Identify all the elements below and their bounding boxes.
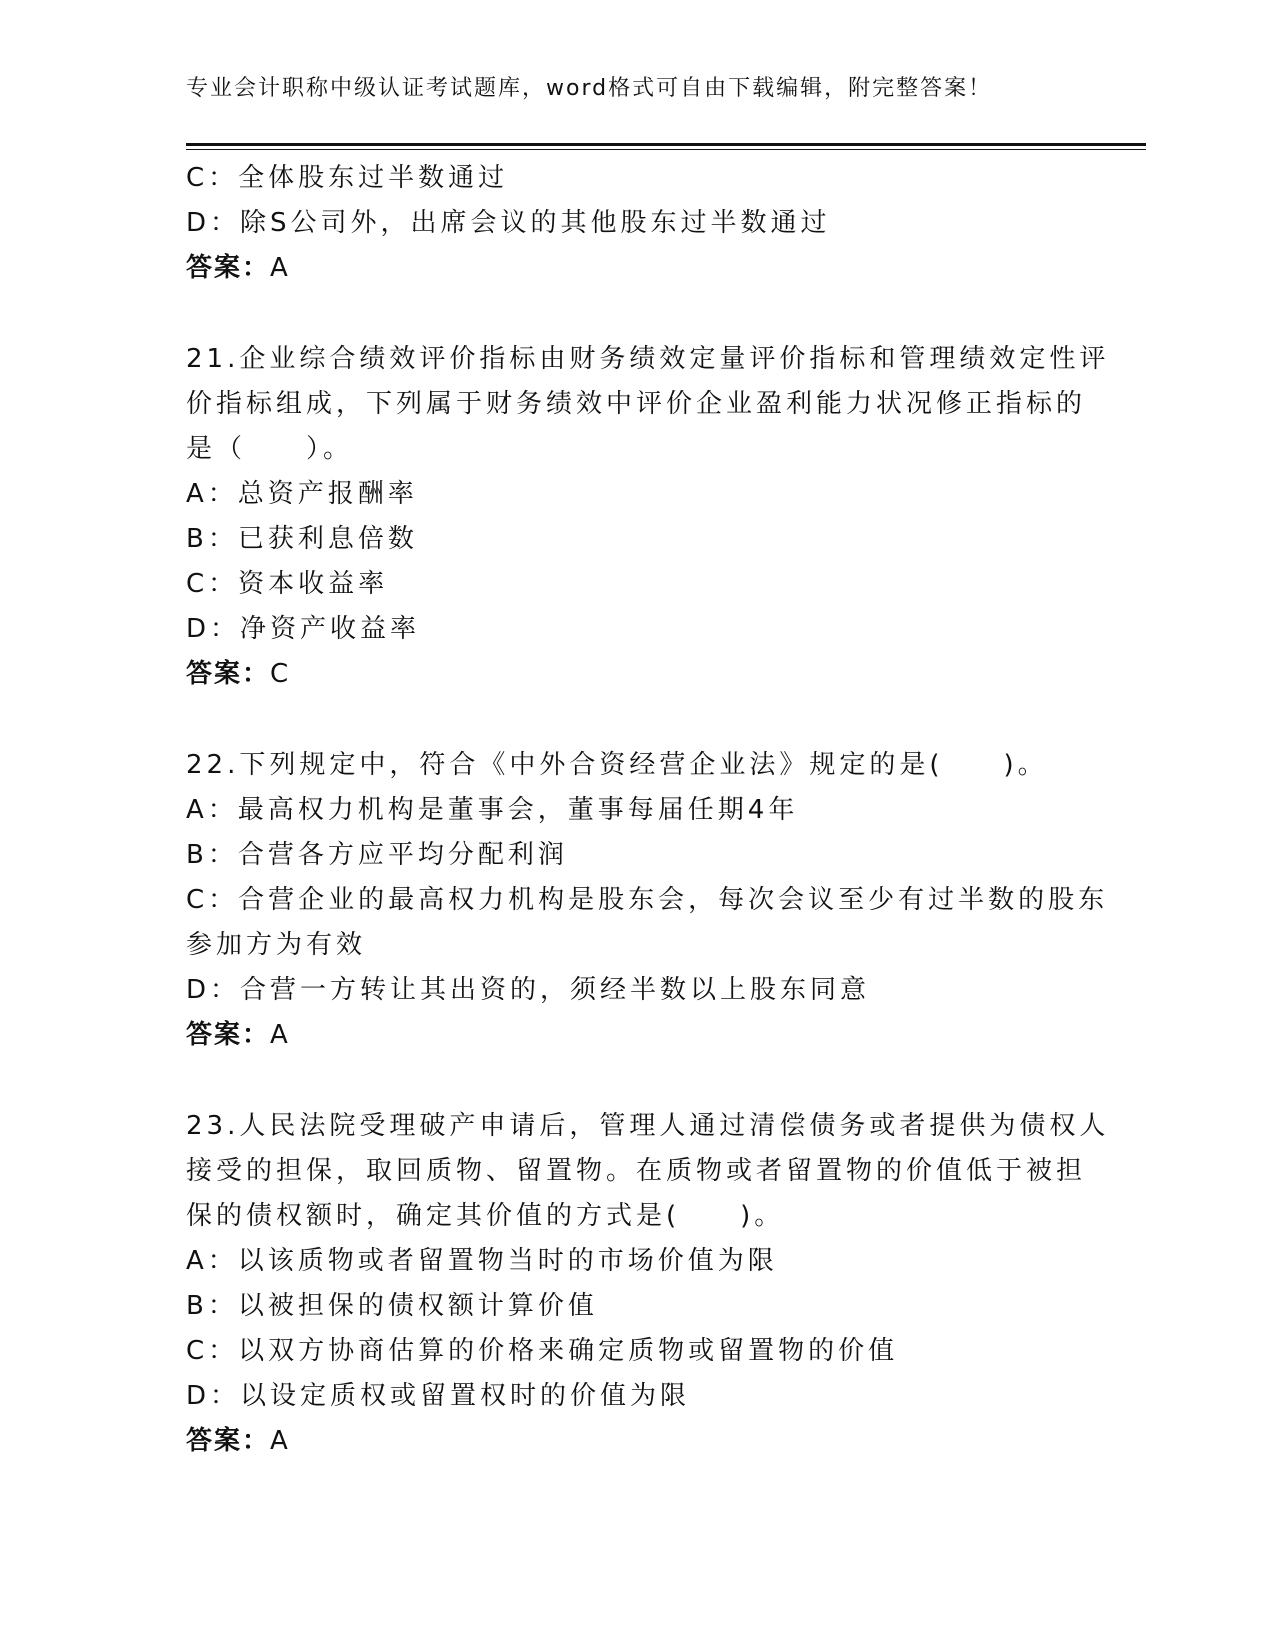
option-c: C：以双方协商估算的价格来确定质物或留置物的价值	[186, 1336, 899, 1366]
question-block	[186, 743, 1109, 1058]
page-header: 专业会计职称中级认证考试题库，word格式可自由下载编辑，附完整答案！	[186, 76, 993, 101]
question-block	[186, 1104, 1110, 1464]
option-c: C：全体股东过半数通过	[186, 163, 509, 193]
answer-value: C	[270, 659, 290, 689]
option-d: D：合营一方转让其出资的，须经半数以上股东同意	[186, 975, 871, 1005]
option-a: A：最高权力机构是董事会，董事每届任期4年	[186, 795, 799, 825]
option-b: B：合营各方应平均分配利润	[186, 840, 568, 870]
answer-value: A	[270, 253, 289, 283]
answer-label: 答案：	[186, 253, 271, 283]
question-stem: 是（ ）。	[186, 434, 354, 464]
option-b: B：已获利息倍数	[186, 524, 418, 554]
option-c: C：资本收益率	[186, 569, 389, 599]
option-a: A：以该质物或者留置物当时的市场价值为限	[186, 1246, 778, 1276]
option-a: A：总资产报酬率	[186, 479, 418, 509]
answer-label: 答案：	[186, 1020, 271, 1050]
question-stem: 23.人民法院受理破产申请后，管理人通过清偿债务或者提供为债权人	[186, 1111, 1110, 1141]
option-b: B：以被担保的债权额计算价值	[186, 1291, 598, 1321]
question-list	[186, 156, 1110, 1464]
question-stem: 价指标组成，下列属于财务绩效中评价企业盈利能力状况修正指标的	[186, 389, 1087, 419]
option-c: C：合营企业的最高权力机构是股东会，每次会议至少有过半数的股东	[186, 885, 1109, 915]
header-divider-thick	[186, 143, 1146, 146]
spacer	[186, 697, 1086, 743]
question-stem: 22.下列规定中，符合《中外合资经营企业法》规定的是( )。	[186, 750, 1048, 780]
header-divider-thin	[186, 149, 1146, 150]
question-block	[186, 156, 1086, 291]
option-d: D：净资产收益率	[186, 614, 421, 644]
answer-value: A	[270, 1426, 289, 1456]
spacer	[186, 1058, 1086, 1104]
question-stem: 接受的担保，取回质物、留置物。在质物或者留置物的价值低于被担	[186, 1156, 1087, 1186]
answer-line	[186, 1013, 1086, 1058]
question-stem: 21.企业综合绩效评价指标由财务绩效定量评价指标和管理绩效定性评	[186, 344, 1110, 374]
answer-label: 答案：	[186, 659, 271, 689]
answer-value: A	[270, 1020, 289, 1050]
spacer	[186, 291, 1086, 337]
answer-line	[186, 246, 1086, 291]
question-stem: 保的债权额时，确定其价值的方式是( )。	[186, 1201, 785, 1231]
answer-line	[186, 1419, 1086, 1464]
answer-label: 答案：	[186, 1426, 271, 1456]
option-d: D：以设定质权或留置权时的价值为限	[186, 1381, 691, 1411]
question-block	[186, 337, 1110, 697]
option-c-continued: 参加方为有效	[186, 930, 367, 960]
answer-line	[186, 652, 1086, 697]
option-d: D：除S公司外，出席会议的其他股东过半数通过	[186, 208, 831, 238]
